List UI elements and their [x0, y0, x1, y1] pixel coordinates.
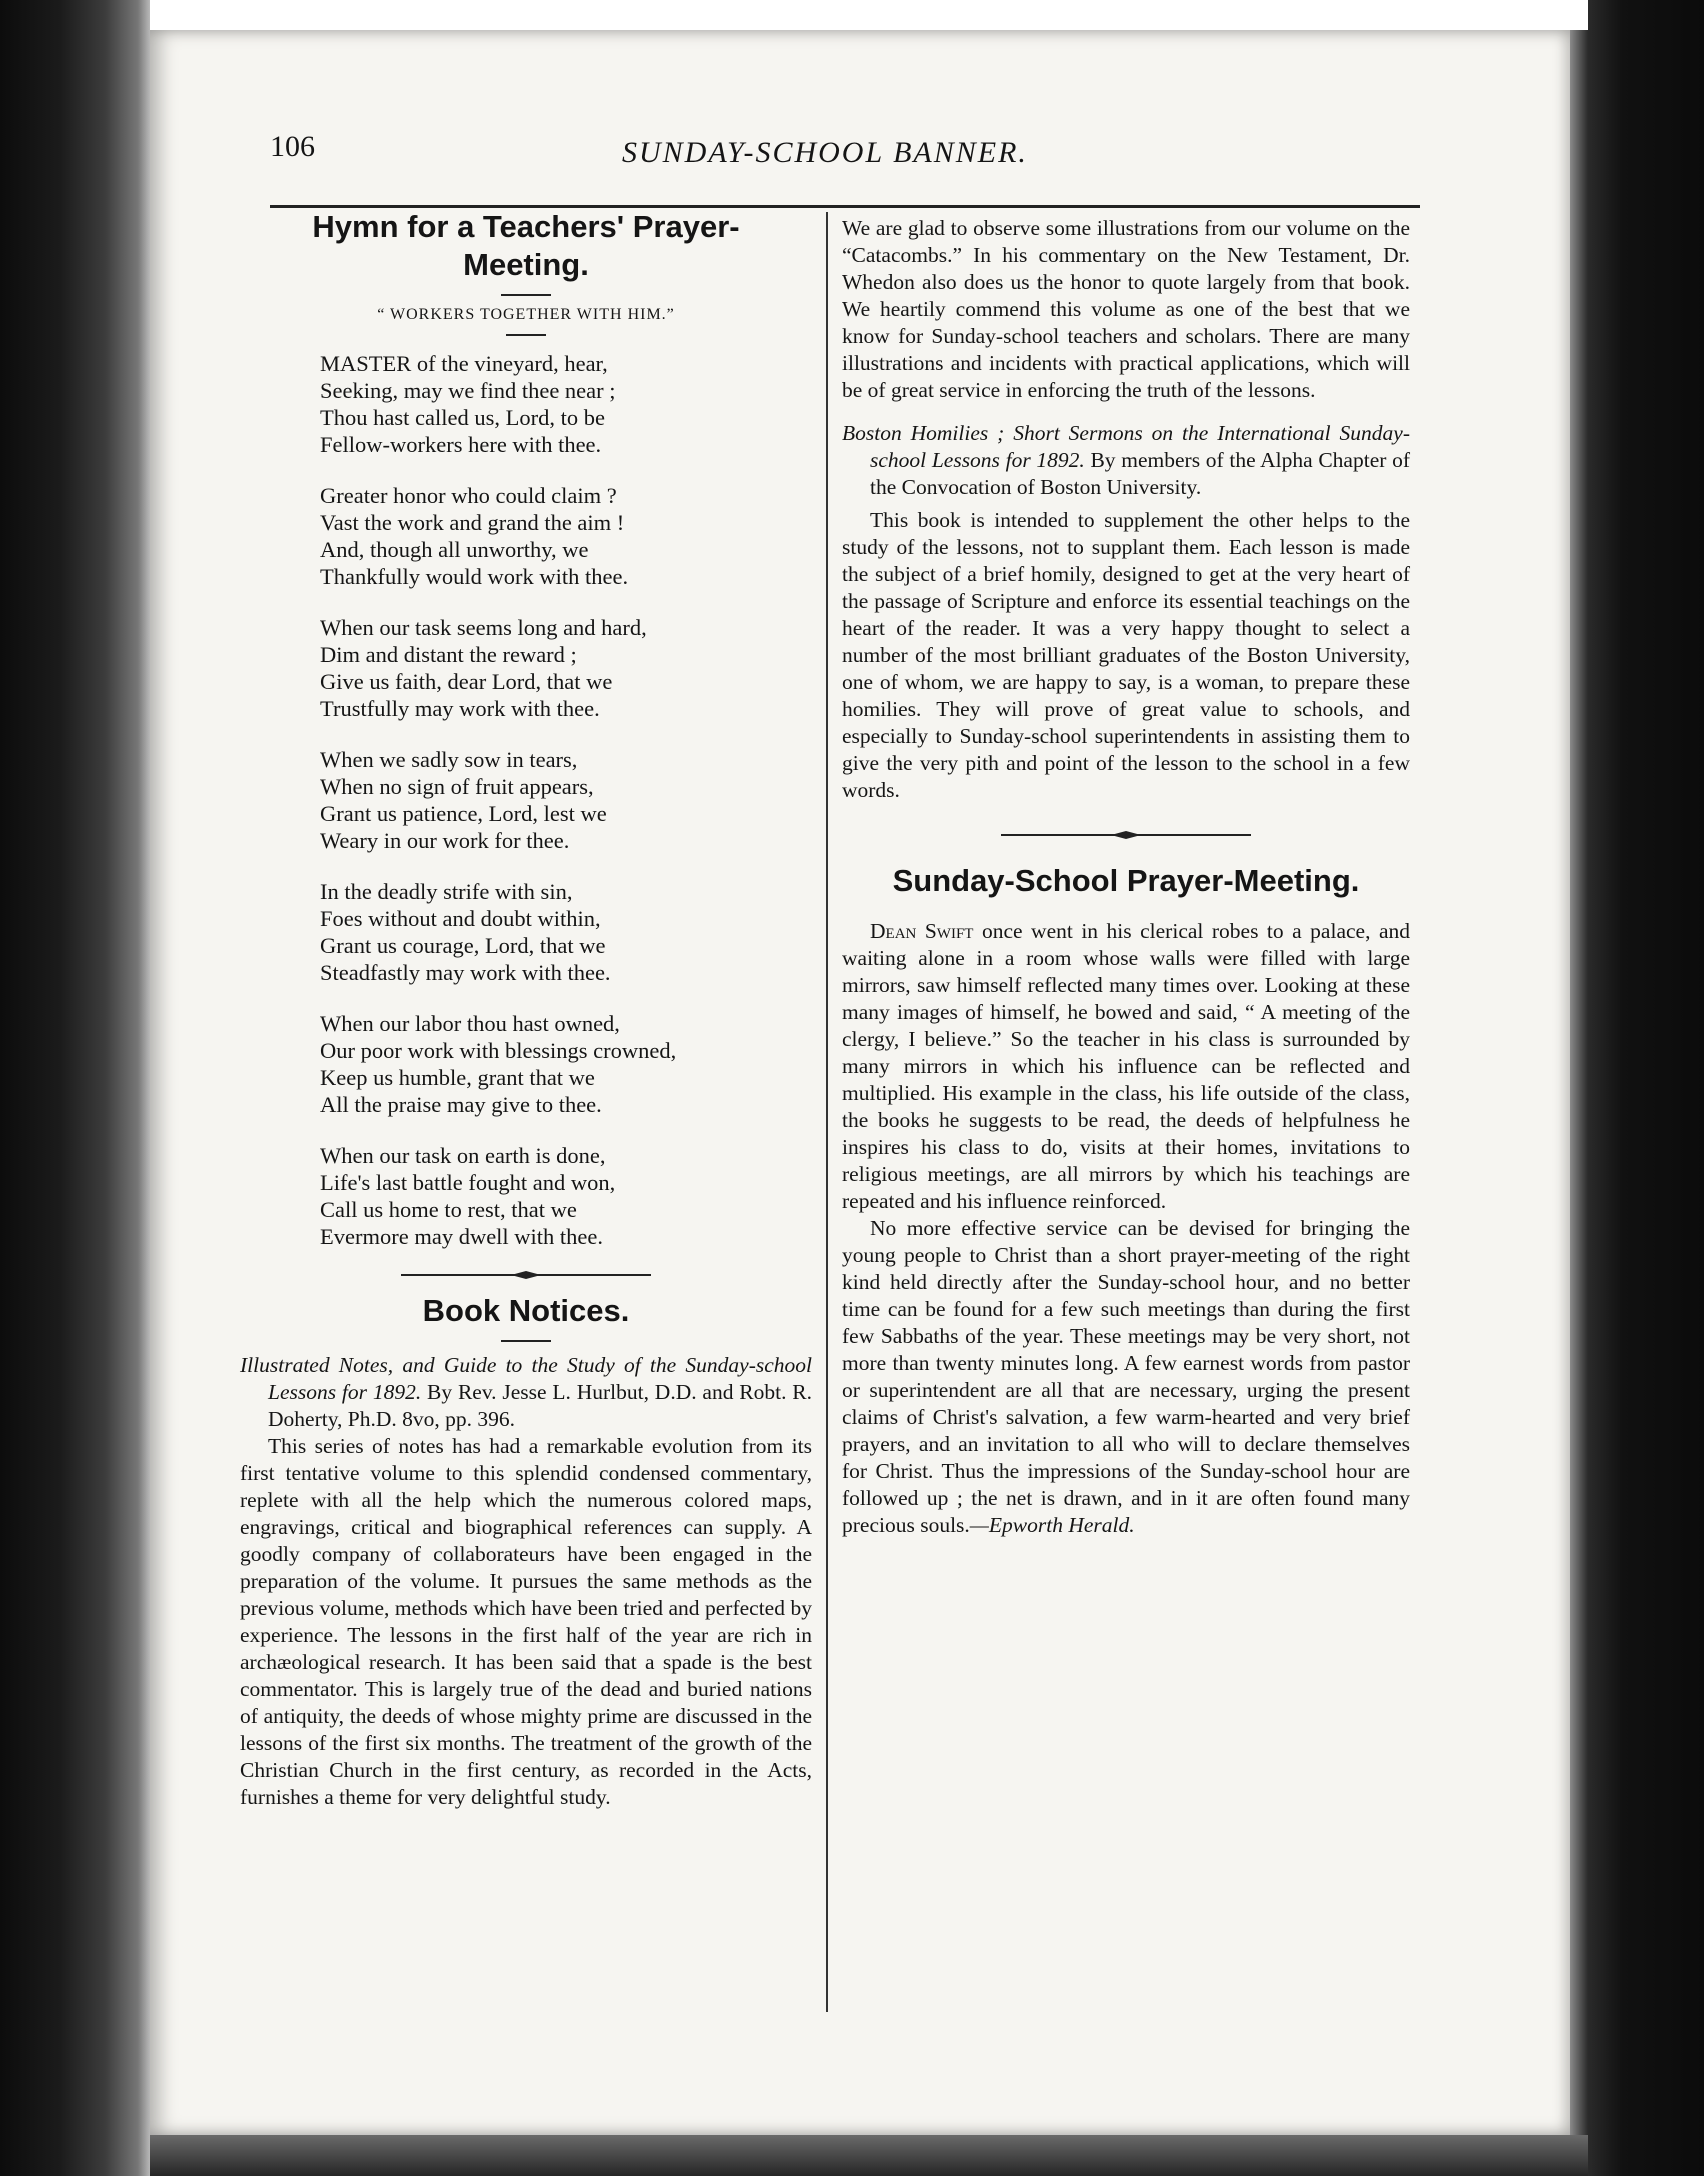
hymn-line: Greater honor who could claim ? — [320, 483, 617, 508]
hymn-title-line2: Meeting. — [463, 247, 589, 282]
column-divider — [826, 212, 828, 2012]
title-rule — [501, 294, 551, 296]
epigraph-rule — [506, 334, 546, 336]
notice1-citation — [240, 1352, 812, 1433]
prayer-meeting-para2 — [842, 1215, 1410, 1539]
notice1-body: This series of notes has had a remarkable evolution from its first tentative volume to this splendid condensed commentary, replete with all the help which the numerous colored maps, engravings, critical and biographical references can supply. A goodly company of collaborateurs have been engaged in the preparation of the volume. It pursues the same methods as the previous volume, methods which have been tried and perfected by experience. The lessons in the first half of the year are rich in archæological research. It has been said that a spade is the best commentator. This is largely true of the dead and buried nations of antiquity, the deeds of whose mighty prime are discussed in the lessons of the first six months. The treatment of the growth of the Christian Church in the first century, as recorded in the Acts, furnishes a theme for very delightful study. — [240, 1434, 812, 1809]
hymn-line: Call us home to rest, that we — [320, 1197, 577, 1222]
hymn-line: Trustfully may work with thee. — [320, 696, 600, 721]
right-column — [842, 215, 1410, 1539]
hymn-line: When our labor thou hast owned, — [320, 1011, 620, 1036]
page-edge — [1570, 30, 1588, 2135]
hymn-line: Weary in our work for thee. — [320, 828, 570, 853]
prayer-meeting-title: Sunday-School Prayer-Meeting. — [892, 863, 1360, 898]
prayer-meeting-para2-text: No more effective service can be devised for bringing the young people to Christ than a short prayer-meeting of the right kind held directly after the Sunday-school hour, and no better time can be found for a few such meetings than during the first few Sabbaths of the year. These meetings may be very short, not more than twenty minutes long. A few earnest words from pastor or superintendent are all that are necessary, urging the present claims of Christ's salvation, a few warm-hearted and very brief prayers, and an invitation to all who will to declare themselves for Christ. Thus the impressions of the Sunday-school hour are followed up ; the net is drawn, and in it are often found many precious souls. — [842, 1216, 1410, 1537]
notice1-citation-details: By Rev. Jesse L. Hurlbut, D.D. and Robt. R. Doherty, Ph.D. 8vo, pp. 396. — [268, 1380, 812, 1431]
hymn-line: Grant us patience, Lord, lest we — [320, 801, 607, 826]
page-number: 106 — [270, 130, 315, 163]
hymn-stanza — [320, 878, 812, 986]
hymn-stanza — [320, 350, 812, 458]
notice1-continuation: We are glad to observe some illustrations from our volume on the “Catacombs.” In his commentary on the New Testament, Dr. Whedon also does us the honor to quote largely from that book. We heartily commend this volume as one of the best that we know for Sunday-school teachers and scholars. There are many illustrations and incidents with practical applications, which will be of great service in enforcing the truth of the lessons. — [842, 216, 1410, 402]
hymn-line: When no sign of fruit appears, — [320, 774, 594, 799]
hymn-line: Seeking, may we find thee near ; — [320, 378, 616, 403]
hymn-stanza — [320, 1010, 812, 1118]
running-title: SUNDAY-SCHOOL BANNER. — [622, 136, 1028, 169]
hymn-stanzas — [240, 350, 812, 1250]
hymn-line: All the praise may give to thee. — [320, 1092, 602, 1117]
prayer-meeting-para1 — [842, 918, 1410, 1215]
hymn-line: Fellow-workers here with thee. — [320, 432, 602, 457]
hymn-line: Thankfully would work with thee. — [320, 564, 629, 589]
hymn-title — [240, 208, 812, 284]
hymn-line: And, though all unworthy, we — [320, 537, 589, 562]
hymn-line: Give us faith, dear Lord, that we — [320, 669, 613, 694]
hymn-line: Dim and distant the reward ; — [320, 642, 577, 667]
hymn-title-line1: Hymn for a Teachers' Prayer- — [312, 209, 740, 244]
hymn-stanza — [320, 1142, 812, 1250]
page-header — [270, 130, 1420, 174]
hymn-line: Thou hast called us, Lord, to be — [320, 405, 605, 430]
book-binding-right — [1588, 0, 1704, 2176]
page-bottom-shadow — [150, 2135, 1588, 2176]
hymn-line: Keep us humble, grant that we — [320, 1065, 595, 1090]
hymn-stanza — [320, 614, 812, 722]
hymn-line: MASTER of the vineyard, hear, — [320, 351, 608, 376]
prayer-meeting-source: —Epworth Herald. — [969, 1513, 1135, 1537]
prayer-meeting-lead: Dean Swift — [870, 919, 974, 943]
hymn-stanza — [320, 746, 812, 854]
book-binding-left — [0, 0, 150, 2176]
section-ornament — [1001, 828, 1251, 842]
hymn-line: Steadfastly may work with thee. — [320, 960, 611, 985]
notice2-book-title: Boston Homilies ; Short Sermons on the International Sunday-school Lessons for 1892. — [842, 421, 1410, 472]
title-rule — [501, 1340, 551, 1342]
prayer-meeting-para1-text: once went in his clerical robes to a palace, and waiting alone in a room whose walls were filled with large mirrors, saw himself reflected many times over. Looking at these many images of himself, he bowed and said, “ A meeting of the clergy, I believe.” So the teacher in his class is surrounded by many mirrors in which his influence can be reflected and multiplied. His example in the class, his life outside of the class, the books he suggests to be read, the deeds of helpfulness he inspires his class to do, visits at their homes, invitations to religious meetings, are all mirrors by which his teachings are repeated and his influence reinforced. — [842, 919, 1410, 1213]
left-column — [240, 208, 812, 1811]
hymn-line: Our poor work with blessings crowned, — [320, 1038, 677, 1063]
hymn-line: When our task seems long and hard, — [320, 615, 647, 640]
hymn-line: Life's last battle fought and won, — [320, 1170, 616, 1195]
section-ornament — [401, 1268, 651, 1282]
hymn-line: When we sadly sow in tears, — [320, 747, 578, 772]
book-notices-title: Book Notices. — [422, 1293, 630, 1328]
hymn-line: Grant us courage, Lord, that we — [320, 933, 606, 958]
hymn-line: In the deadly strife with sin, — [320, 879, 573, 904]
notice2-body: This book is intended to supplement the other helps to the study of the lessons, not to supplant them. Each lesson is made the subject of a brief homily, designed to get at the very heart of the passage of Scripture and enforce its essential teachings on the heart of the reader. It was a very happy thought to select a number of the most brilliant graduates of the Boston University, one of whom, we are happy to say, is a woman, to prepare these homilies. They will prove of great value to schools, and especially to Sunday-school superintendents in assisting them to give the very pith and point of the lesson to the school in a few words. — [842, 508, 1410, 802]
hymn-line: When our task on earth is done, — [320, 1143, 606, 1168]
hymn-stanza — [320, 482, 812, 590]
hymn-line: Evermore may dwell with thee. — [320, 1224, 604, 1249]
notice2-citation-details: By members of the Alpha Chapter of the Convocation of Boston University. — [870, 448, 1411, 499]
notice1-book-title: Illustrated Notes, and Guide to the Study of the Sunday-school Lessons for 1892. — [240, 1353, 812, 1404]
hymn-epigraph: “ WORKERS TOGETHER WITH HIM.” — [377, 306, 675, 323]
notice2-citation — [842, 420, 1410, 501]
hymn-line: Foes without and doubt within, — [320, 906, 601, 931]
hymn-line: Vast the work and grand the aim ! — [320, 510, 625, 535]
